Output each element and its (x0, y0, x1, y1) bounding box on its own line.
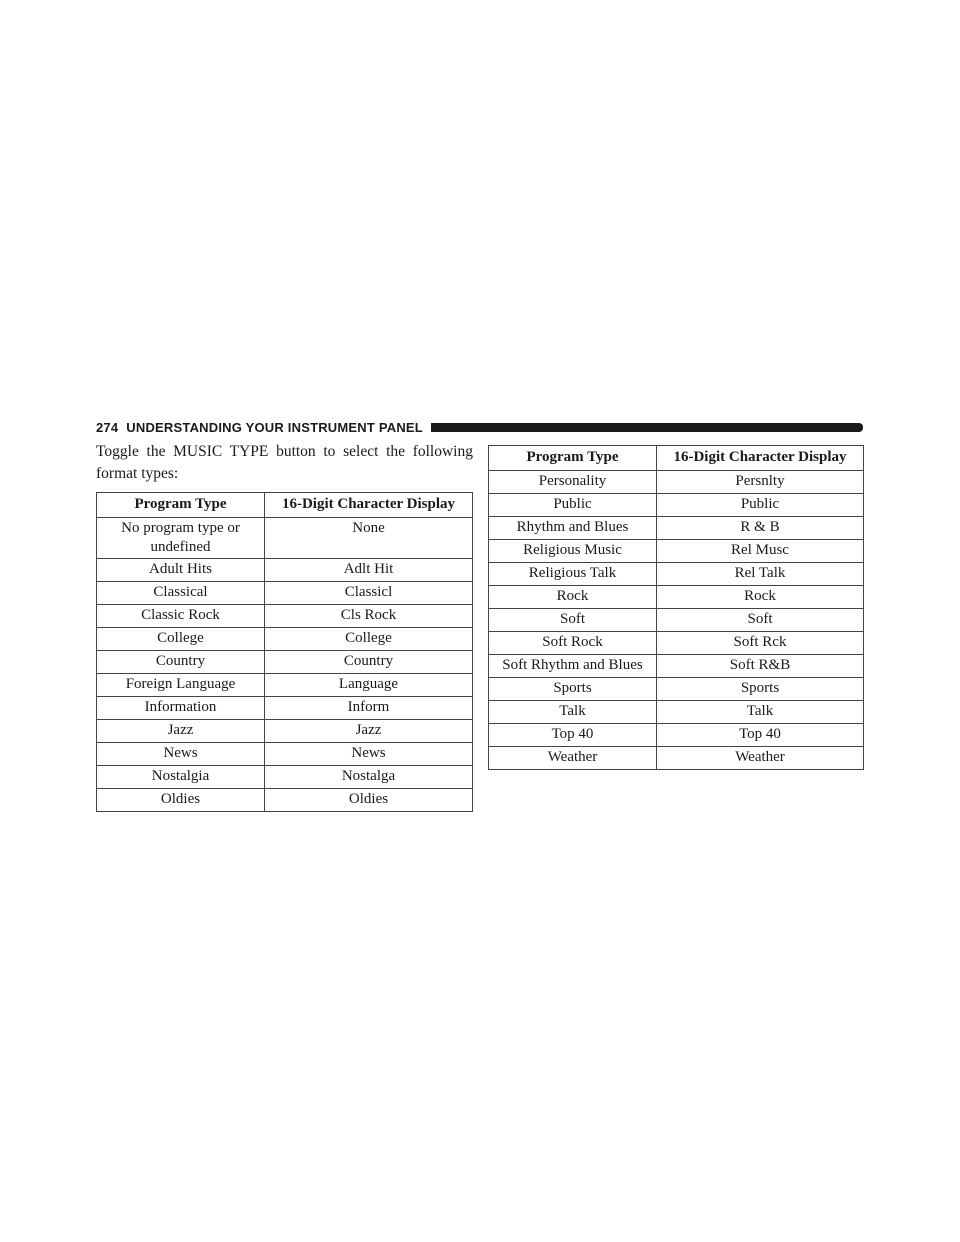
program-type-table-left (96, 492, 473, 812)
program-type-cell: Nostalgia (97, 766, 265, 789)
table-row (97, 582, 473, 605)
table-row (97, 518, 473, 559)
column-header-program-type: Program Type (97, 493, 265, 518)
program-type-cell: College (97, 628, 265, 651)
table-row (97, 674, 473, 697)
table-row (97, 720, 473, 743)
page-header (96, 418, 863, 436)
program-type-cell: Weather (489, 747, 657, 770)
table-row (489, 540, 864, 563)
table-row (97, 789, 473, 812)
display-code-cell: Inform (265, 697, 473, 720)
display-code-cell: None (265, 518, 473, 559)
program-type-cell: Jazz (97, 720, 265, 743)
table-row (97, 605, 473, 628)
header-rule (431, 423, 863, 432)
section-title: UNDERSTANDING YOUR INSTRUMENT PANEL (126, 419, 423, 435)
table-row (97, 651, 473, 674)
table-row (489, 609, 864, 632)
display-code-cell: Talk (657, 701, 864, 724)
intro-paragraph: Toggle the MUSIC TYPE button to select the following format types: (96, 443, 473, 482)
page-number: 274 (96, 419, 119, 435)
program-type-cell: Adult Hits (97, 559, 265, 582)
program-type-cell: Classic Rock (97, 605, 265, 628)
display-code-cell: Soft R&B (657, 655, 864, 678)
table-row (489, 517, 864, 540)
table-row (489, 747, 864, 770)
table-row (489, 586, 864, 609)
display-code-cell: Soft (657, 609, 864, 632)
program-type-cell: No program type or undefined (97, 518, 265, 559)
table-row (97, 743, 473, 766)
program-type-table-right (488, 445, 864, 770)
display-code-cell: Public (657, 494, 864, 517)
table-header-row (97, 493, 473, 518)
display-code-cell: Weather (657, 747, 864, 770)
program-type-cell: Country (97, 651, 265, 674)
display-code-cell: Sports (657, 678, 864, 701)
program-type-cell: News (97, 743, 265, 766)
display-code-cell: Language (265, 674, 473, 697)
program-type-cell: Information (97, 697, 265, 720)
table-row (97, 697, 473, 720)
display-code-cell: R & B (657, 517, 864, 540)
program-type-cell: Rock (489, 586, 657, 609)
display-code-cell: Oldies (265, 789, 473, 812)
program-type-cell: Foreign Language (97, 674, 265, 697)
program-type-cell: Religious Talk (489, 563, 657, 586)
display-code-cell: Classicl (265, 582, 473, 605)
table-row (97, 559, 473, 582)
display-code-cell: Persnlty (657, 471, 864, 494)
table-row (489, 724, 864, 747)
program-type-cell: Classical (97, 582, 265, 605)
table-row (489, 701, 864, 724)
display-code-cell: Country (265, 651, 473, 674)
display-code-cell: Adlt Hit (265, 559, 473, 582)
table-row (489, 563, 864, 586)
program-type-cell: Top 40 (489, 724, 657, 747)
display-code-cell: Soft Rck (657, 632, 864, 655)
column-header-program-type: Program Type (489, 446, 657, 471)
table-row (489, 678, 864, 701)
program-type-cell: Personality (489, 471, 657, 494)
display-code-cell: Jazz (265, 720, 473, 743)
display-code-cell: Rel Musc (657, 540, 864, 563)
table-row (489, 632, 864, 655)
table-row (489, 655, 864, 678)
column-header-display: 16-Digit Character Display (265, 493, 473, 518)
program-type-cell: Soft Rock (489, 632, 657, 655)
table-row (97, 628, 473, 651)
display-code-cell: News (265, 743, 473, 766)
display-code-cell: Cls Rock (265, 605, 473, 628)
program-type-cell: Religious Music (489, 540, 657, 563)
table-row (97, 766, 473, 789)
table-row (489, 494, 864, 517)
program-type-cell: Oldies (97, 789, 265, 812)
display-code-cell: Top 40 (657, 724, 864, 747)
table-header-row (489, 446, 864, 471)
program-type-cell: Talk (489, 701, 657, 724)
display-code-cell: Nostalga (265, 766, 473, 789)
program-type-cell: Public (489, 494, 657, 517)
column-header-display: 16-Digit Character Display (657, 446, 864, 471)
display-code-cell: Rock (657, 586, 864, 609)
program-type-cell: Rhythm and Blues (489, 517, 657, 540)
display-code-cell: College (265, 628, 473, 651)
program-type-cell: Soft (489, 609, 657, 632)
program-type-cell: Sports (489, 678, 657, 701)
display-code-cell: Rel Talk (657, 563, 864, 586)
table-row (489, 471, 864, 494)
program-type-cell: Soft Rhythm and Blues (489, 655, 657, 678)
